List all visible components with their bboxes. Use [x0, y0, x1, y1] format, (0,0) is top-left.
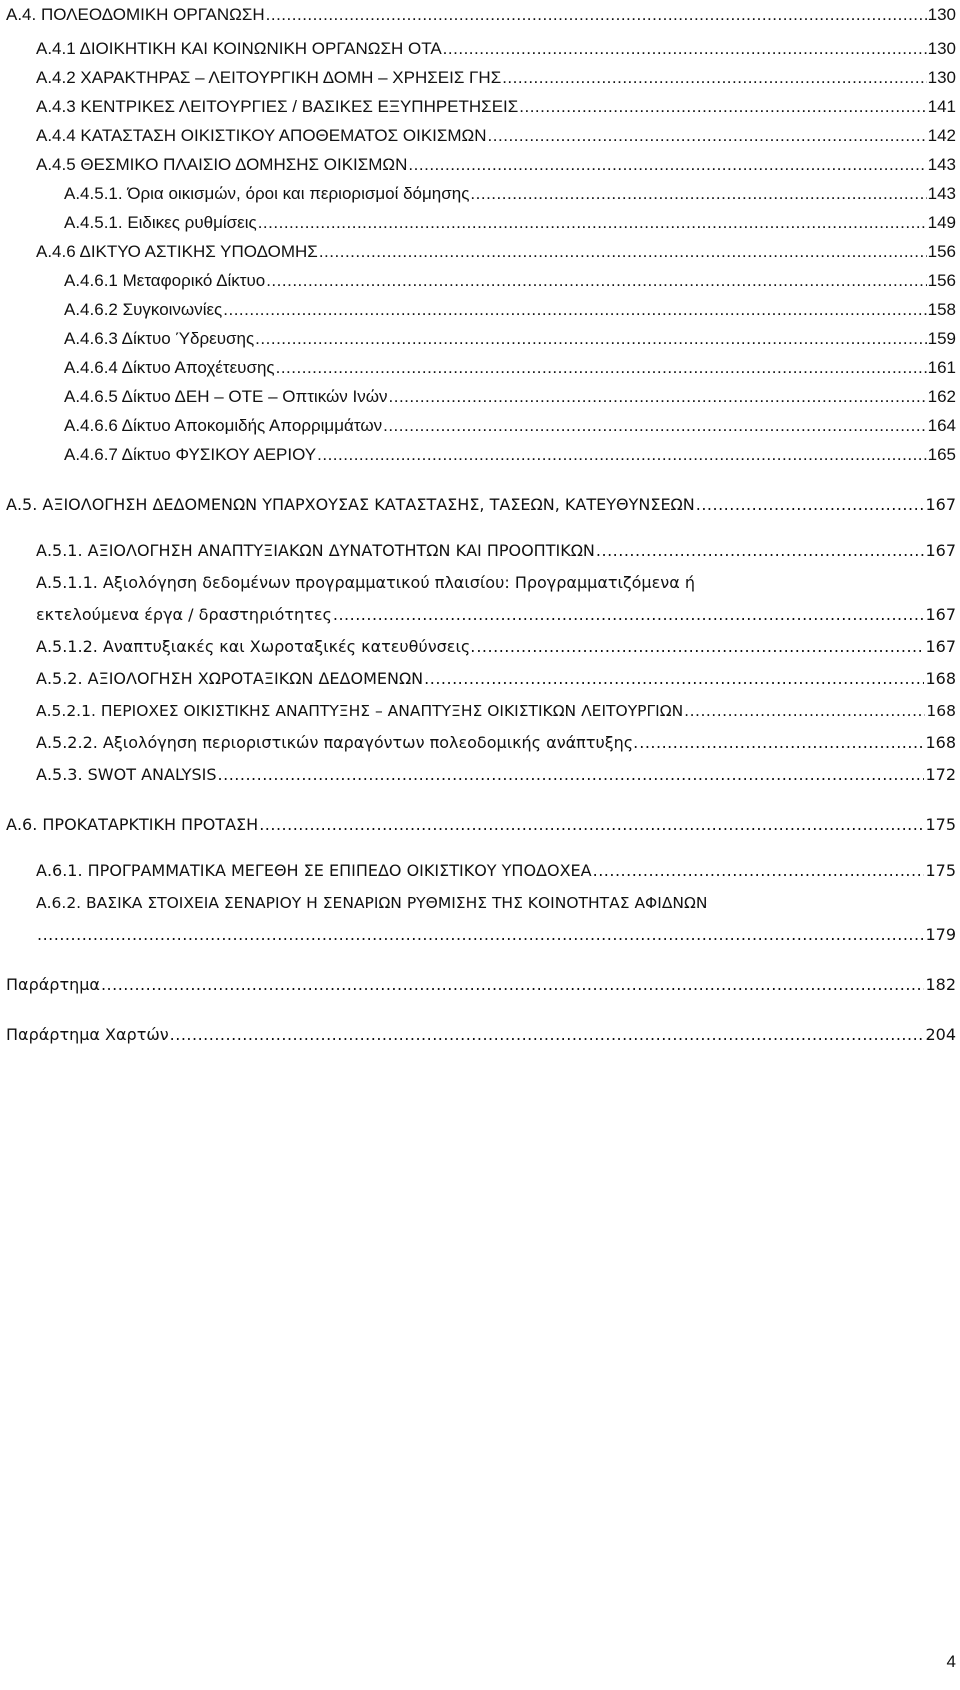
toc-entry-page: 156: [927, 242, 956, 261]
toc-leader: [696, 490, 925, 520]
toc-entry-page: 130: [927, 5, 956, 24]
toc-entry-page: 204: [925, 1025, 956, 1044]
toc-entry[interactable]: [64, 295, 956, 325]
toc-leader: [276, 353, 927, 383]
toc-leader: [502, 63, 926, 93]
toc-leader: [319, 237, 927, 267]
toc-leader: [258, 208, 927, 238]
toc-entry-title: Α.5.1.2. Αναπτυξιακές και Χωροταξικές κατευθύνσεις.: [36, 637, 476, 656]
toc-leader: [596, 536, 925, 566]
toc-entry-page: 130: [927, 68, 956, 87]
toc-leader: [37, 920, 924, 950]
toc-entry-page: 179: [925, 925, 956, 944]
toc-entry-title: Α.4.6.6 Δίκτυο Αποκομιδής Απορριμμάτων: [64, 416, 383, 435]
toc-entry-title: Α.4. ΠΟΛΕΟΔΟΜΙΚΗ ΟΡΓΑΝΩΣΗ: [6, 5, 265, 24]
toc-entry-title: Α.5.2. ΑΞΙΟΛΟΓΗΣΗ ΧΩΡΟΤΑΞΙΚΩΝ ΔΕΔΟΜΕΝΩΝ: [36, 669, 424, 688]
toc-entry-title: Παράρτημα Χαρτών: [6, 1025, 169, 1044]
toc-entry[interactable]: [64, 208, 956, 238]
toc-entry-page: 172: [925, 765, 956, 784]
toc-leader: [476, 632, 924, 662]
page-number: 4: [946, 1652, 956, 1671]
toc-entry-page: 175: [925, 861, 956, 880]
toc-entry[interactable]: [36, 150, 956, 180]
toc-entry[interactable]: [64, 324, 956, 354]
toc-entry-page: 168: [925, 669, 956, 688]
toc-entry-title: Α.4.6 ΔΙΚΤΥΟ ΑΣΤΙΚΗΣ ΥΠΟΔΟΜΗΣ: [36, 242, 318, 261]
toc-entry[interactable]: [36, 63, 956, 93]
toc-entry-page: 168: [926, 702, 956, 720]
toc-entry-page: 142: [927, 126, 956, 145]
toc-entry[interactable]: [64, 266, 956, 296]
toc-entry-title: Α.4.4 ΚΑΤΑΣΤΑΣΗ ΟΙΚΙΣΤΙΚΟΥ ΑΠΟΘΕΜΑΤΟΣ ΟΙΚΙΣΜΩΝ: [36, 126, 487, 145]
toc-entry-title: Α.4.6.2 Συγκοινωνίες: [64, 300, 223, 319]
toc-entry[interactable]: [36, 920, 956, 950]
toc-leader: [488, 121, 927, 151]
toc-entry-page: 143: [927, 184, 956, 203]
toc-entry-title: εκτελούμενα έργα / δραστηριότητες: [36, 605, 332, 624]
toc-leader: [383, 411, 927, 441]
toc-entry-page: 158: [927, 300, 956, 319]
toc-leader: [170, 1020, 925, 1050]
toc-entry-page: 143: [927, 155, 956, 174]
toc-entry[interactable]: [64, 411, 956, 441]
toc-entry-title-line1[interactable]: Α.6.2. ΒΑΣΙΚΑ ΣΤΟΙΧΕΙΑ ΣΕΝΑΡΙΟΥ Η ΣΕΝΑΡΙΩΝ ΡΥΘΜΙΣΗΣ ΤΗΣ ΚΟΙΝΟΤΗΤΑΣ ΑΦΙΔΝΩΝ: [36, 894, 708, 912]
toc-entry[interactable]: [64, 179, 956, 209]
toc-entry-title: Α.4.3 ΚΕΝΤΡΙΚΕΣ ΛΕΙΤΟΥΡΓΙΕΣ / ΒΑΣΙΚΕΣ ΕΞΥΠΗΡΕΤΗΣΕΙΣ: [36, 97, 519, 116]
toc-entry-title: Α.4.6.3 Δίκτυο Ύδρευσης: [64, 329, 255, 348]
toc-entry-page: 141: [927, 97, 956, 116]
toc-leader: [684, 696, 925, 726]
toc-entry-title: Α.4.2 ΧΑΡΑΚΤΗΡΑΣ – ΛΕΙΤΟΥΡΓΙΚΗ ΔΟΜΗ – ΧΡΗΣΕΙΣ ΓΗΣ: [36, 68, 502, 87]
toc-leader: [259, 810, 924, 840]
toc-leader: [266, 266, 926, 296]
toc-leader: [333, 600, 925, 630]
toc-entry-title: Α.6. ΠΡΟΚΑΤΑΡΚΤΙΚΗ ΠΡΟΤΑΣΗ: [6, 815, 259, 834]
toc-entry[interactable]: [36, 760, 956, 790]
toc-leader: [101, 970, 925, 1000]
toc-leader: [424, 664, 924, 694]
toc-entry-title: Α.4.6.5 Δίκτυο ΔΕΗ – ΟΤΕ – Οπτικών Ινών: [64, 387, 388, 406]
toc-entry[interactable]: [36, 121, 956, 151]
toc-entry-title: Α.6.1. ΠΡΟΓΡΑΜΜΑΤΙΚΑ ΜΕΓΕΘΗ ΣΕ ΕΠΙΠΕΔΟ ΟΙΚΙΣΤΙΚΟΥ ΥΠΟΔΟΧΕΑ: [36, 861, 592, 880]
toc-entry-page: 165: [927, 445, 956, 464]
toc-entry[interactable]: [36, 856, 956, 886]
toc-entry[interactable]: [64, 440, 956, 470]
toc-entry[interactable]: [6, 810, 956, 840]
toc-leader: [223, 295, 926, 325]
toc-entry[interactable]: [6, 0, 956, 30]
toc-leader: [519, 92, 926, 122]
toc-leader: [317, 440, 926, 470]
toc-entry-title: Α.5. ΑΞΙΟΛΟΓΗΣΗ ΔΕΔΟΜΕΝΩΝ ΥΠΑΡΧΟΥΣΑΣ ΚΑΤΑΣΤΑΣΗΣ, ΤΑΣΕΩΝ, ΚΑΤΕΥΘΥΝΣΕΩΝ: [6, 495, 695, 514]
toc-entry-title: Α.4.5.1. Όρια οικισμών, όροι και περιορισμοί δόμησης: [64, 184, 470, 203]
toc-entry[interactable]: [36, 728, 956, 758]
toc-leader: [593, 856, 925, 886]
toc-entry-page: 167: [925, 541, 956, 560]
toc-entry[interactable]: [36, 696, 956, 726]
toc-entry[interactable]: [36, 600, 956, 630]
toc-entry[interactable]: [36, 92, 956, 122]
toc-entry-page: 175: [925, 815, 956, 834]
toc-leader: [389, 382, 927, 412]
toc-entry[interactable]: [6, 970, 956, 1000]
toc-entry[interactable]: [36, 536, 956, 566]
toc-entry-title: Α.5.1. ΑΞΙΟΛΟΓΗΣΗ ΑΝΑΠΤΥΞΙΑΚΩΝ ΔΥΝΑΤΟΤΗΤΩΝ ΚΑΙ ΠΡΟΟΠΤΙΚΩΝ: [36, 541, 595, 560]
toc-entry-title: Α.4.6.7 Δίκτυο ΦΥΣΙΚΟΥ ΑΕΡΙΟΥ: [64, 445, 317, 464]
toc-entry-page: 182: [925, 975, 956, 994]
toc-entry-title: Α.4.5 ΘΕΣΜΙΚΟ ΠΛΑΙΣΙΟ ΔΟΜΗΣΗΣ ΟΙΚΙΣΜΩΝ: [36, 155, 408, 174]
toc-entry-title: Παράρτημα: [6, 975, 100, 994]
toc-entry[interactable]: [64, 382, 956, 412]
toc-entry[interactable]: [6, 490, 956, 520]
toc-leader: [470, 179, 926, 209]
toc-entry-page: 168: [925, 733, 956, 752]
toc-entry-title: Α.5.2.1. ΠΕΡΙΟΧΕΣ ΟΙΚΙΣΤΙΚΗΣ ΑΝΑΠΤΥΞΗΣ – ΑΝΑΠΤΥΞΗΣ ΟΙΚΙΣΤΙΚΩΝ ΛΕΙΤΟΥΡΓΙΩΝ: [36, 702, 684, 720]
toc-entry-page: 149: [927, 213, 956, 232]
toc-entry[interactable]: [36, 632, 956, 662]
toc-entry-title: Α.5.2.2. Αξιολόγηση περιοριστικών παραγόντων πολεοδομικής ανάπτυξης.: [36, 733, 639, 752]
toc-entry-page: 167: [925, 495, 956, 514]
toc-entry-title-line1[interactable]: Α.5.1.1. Αξιολόγηση δεδομένων προγραμματικού πλαισίου: Προγραμματιζόμενα ή: [36, 573, 695, 592]
toc-entry[interactable]: [36, 34, 956, 64]
toc-leader: [266, 0, 927, 30]
toc-leader: [408, 150, 926, 180]
toc-entry-title: Α.5.3. SWOT ANALYSIS: [36, 765, 217, 784]
toc-entry[interactable]: [6, 1020, 956, 1050]
toc-leader: [443, 34, 927, 64]
toc-entry-page: 167: [925, 637, 956, 656]
toc-entry-page: 159: [927, 329, 956, 348]
toc-entry[interactable]: [64, 353, 956, 383]
toc-entry[interactable]: [36, 664, 956, 694]
toc-leader: [255, 324, 926, 354]
toc-leader: [218, 760, 925, 790]
toc-entry-title: Α.4.5.1. Ειδικες ρυθμίσεις: [64, 213, 257, 232]
toc-entry-page: 130: [927, 39, 956, 58]
toc-leader: [639, 728, 924, 758]
toc-entry-page: 164: [927, 416, 956, 435]
toc-entry-page: 162: [927, 387, 956, 406]
toc-entry-page: 161: [927, 358, 956, 377]
toc-entry-page: 156: [927, 271, 956, 290]
toc-entry-title: Α.4.6.4 Δίκτυο Αποχέτευσης: [64, 358, 275, 377]
toc-entry[interactable]: [36, 237, 956, 267]
toc-entry-title: Α.4.6.1 Μεταφορικό Δίκτυο: [64, 271, 266, 290]
toc-entry-page: 167: [925, 605, 956, 624]
toc-entry-title: Α.4.1 ΔΙΟΙΚΗΤΙΚΗ ΚΑΙ ΚΟΙΝΩΝΙΚΗ ΟΡΓΑΝΩΣΗ ΟΤΑ: [36, 39, 442, 58]
